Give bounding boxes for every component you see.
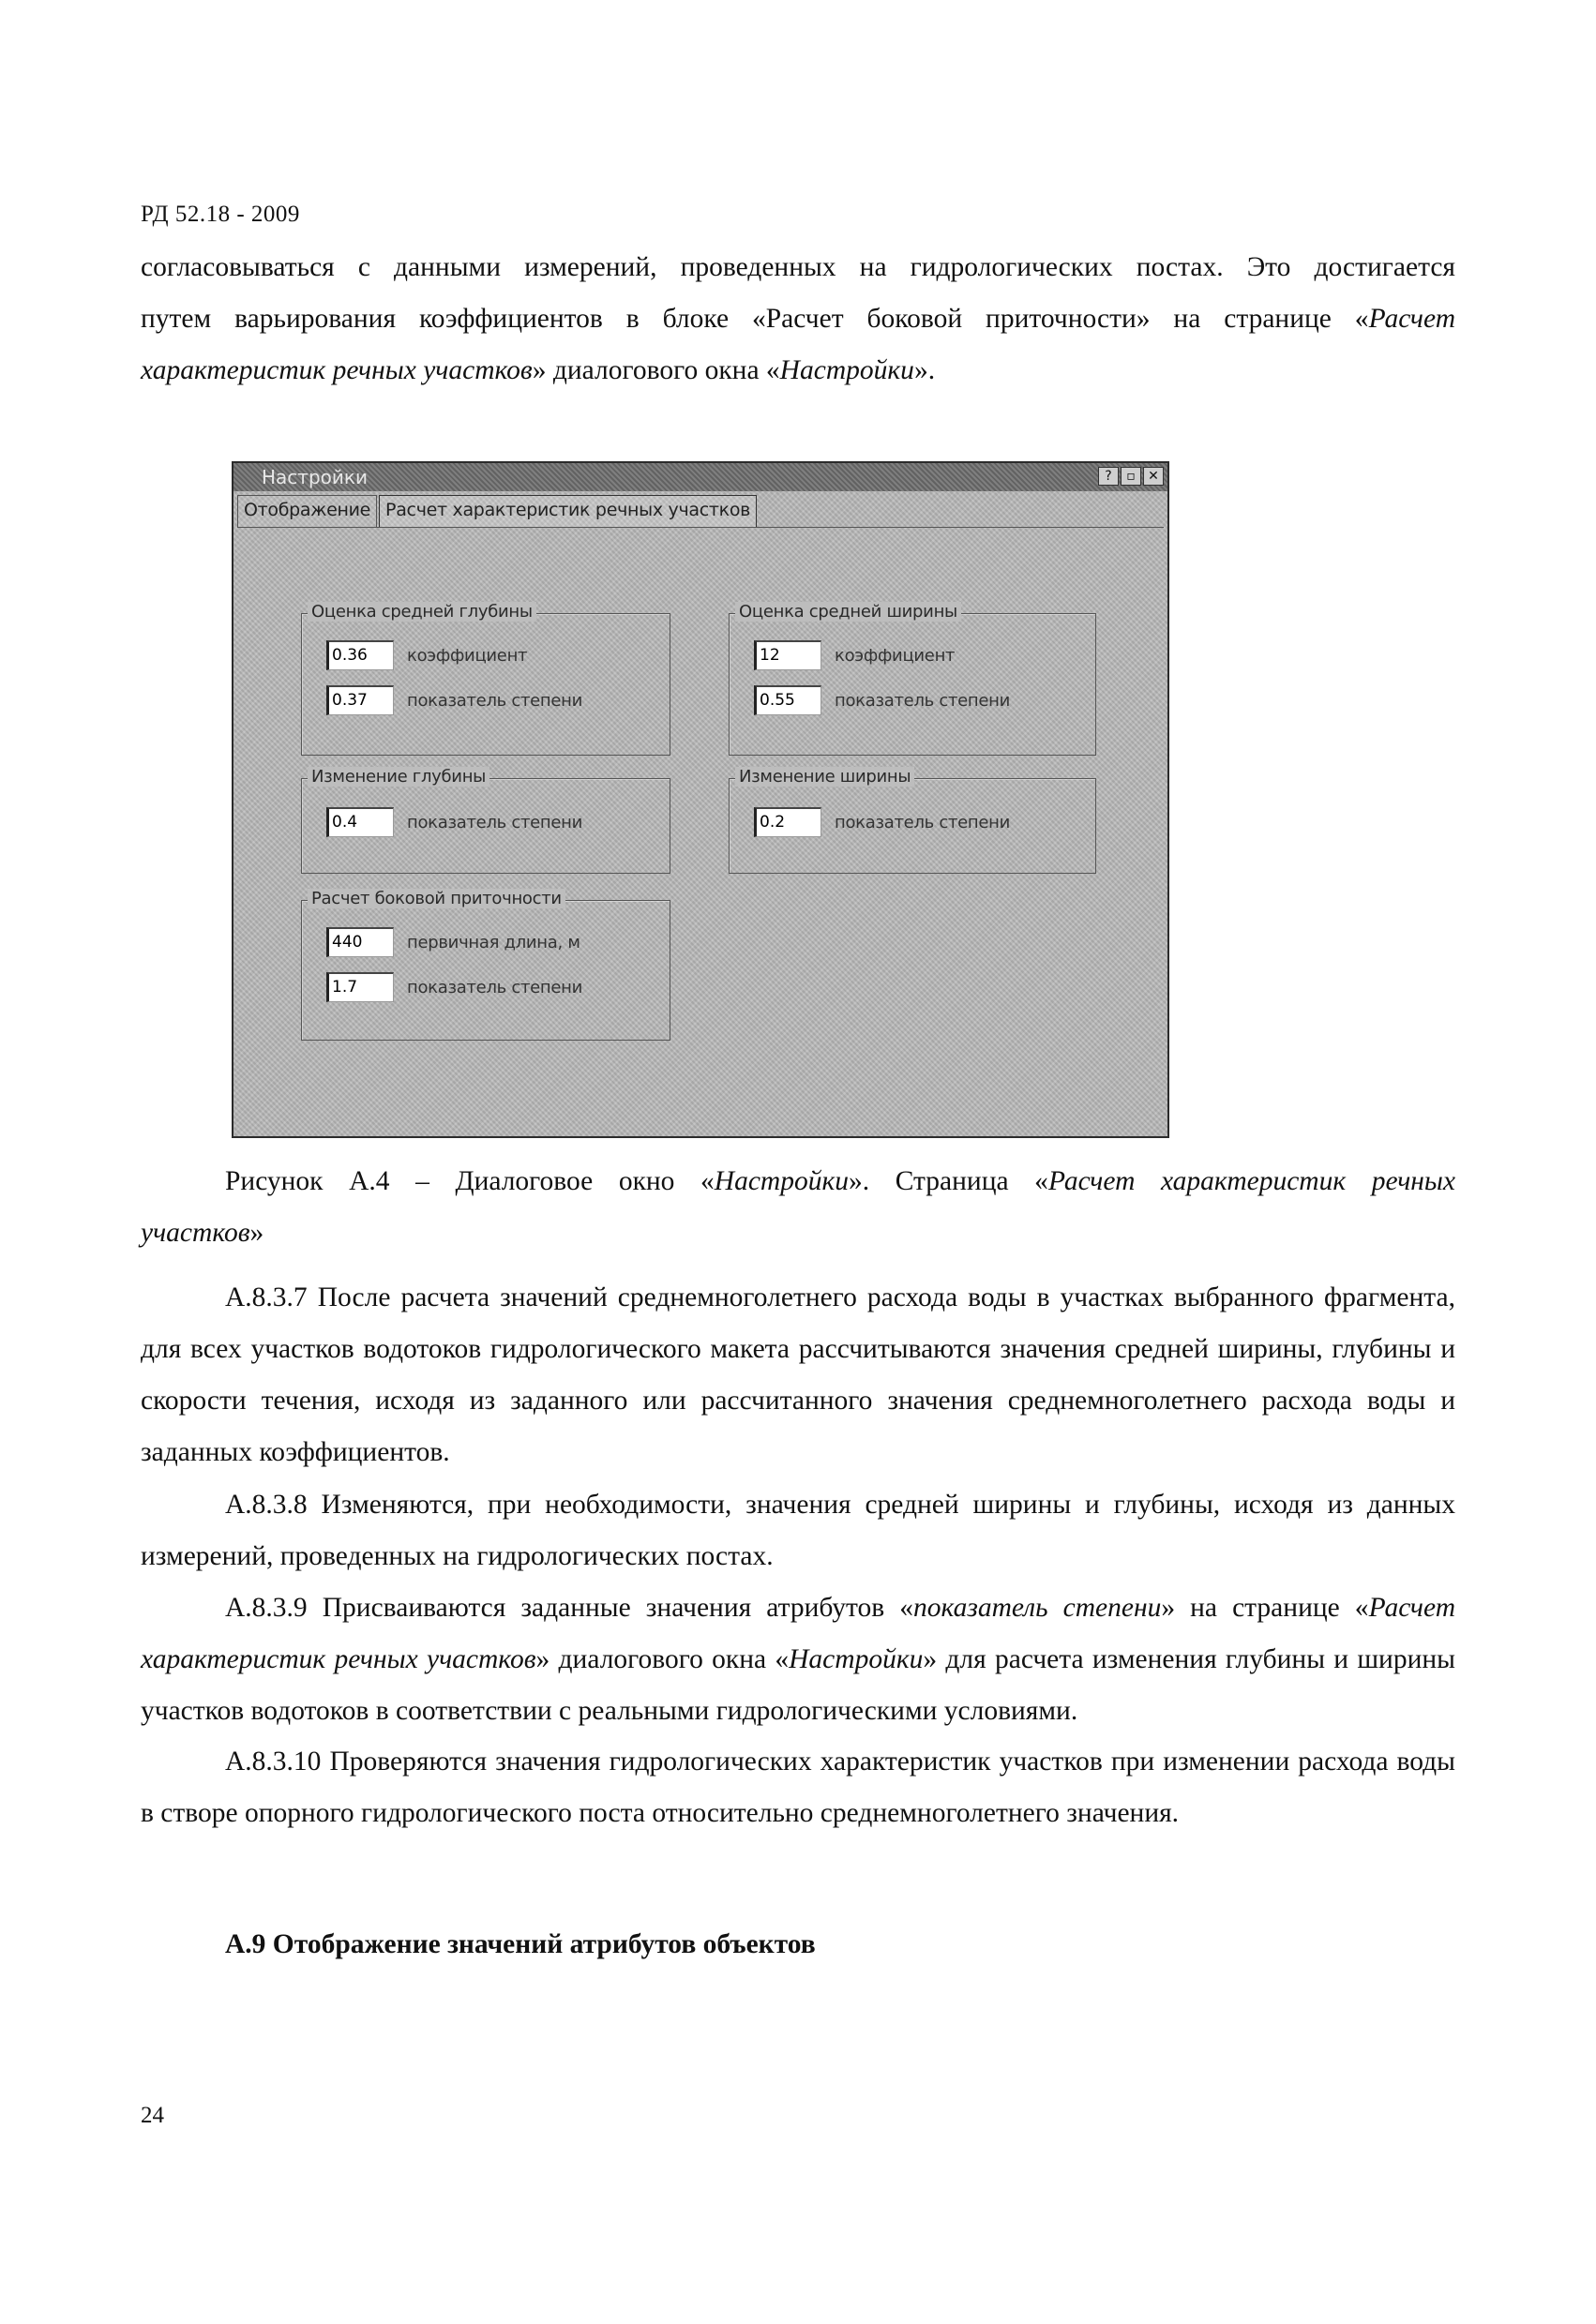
dialog-titlebar[interactable]: [233, 463, 1167, 491]
field-label: первичная длина, м: [407, 932, 580, 952]
tab-bar: [237, 495, 759, 527]
section-heading: А.9 Отображение значений атрибутов объектов: [225, 1929, 816, 1959]
doc-code: РД 52.18 - 2009: [141, 202, 300, 227]
paragraph-a837: А.8.3.7 После расчета значений среднемноголетнего расхода воды в участках выбранного фрагмента, для всех участков водотоков гидрологического макета рассчитываются значения средней ширины, глубины и скорости течения, исходя из заданного или рассчитанного значения среднемноголетнего расхода воды и заданных коэффициентов.: [141, 1282, 1455, 1467]
group-title: Расчет боковой приточности: [308, 889, 565, 908]
width-change-exponent-input[interactable]: 0.2: [754, 807, 821, 837]
group-title: Оценка средней глубины: [308, 602, 536, 622]
restore-button[interactable]: ▫: [1121, 467, 1141, 486]
intro-paragraph: [141, 242, 1455, 397]
inflow-exponent-row: [326, 972, 582, 1002]
depth-exponent-input[interactable]: 0.37: [326, 685, 394, 715]
caption-line-1: Рисунок А.4 – Диалоговое окно «Настройки». Страница «Расчет характеристик речных: [225, 1166, 1455, 1196]
tab-display[interactable]: Отображение: [237, 495, 377, 527]
width-exponent-input[interactable]: 0.55: [754, 685, 821, 715]
group-depth-change: [301, 767, 670, 874]
depth-coefficient-row: [326, 640, 527, 670]
width-change-exponent-row: [754, 807, 1010, 837]
intro-line-1: согласовываться с данными измерений, проведенных на гидрологических постах. Это достигается: [141, 252, 1455, 282]
width-coefficient-row: [754, 640, 955, 670]
inflow-exponent-input[interactable]: 1.7: [326, 972, 394, 1002]
tab-panel-border: [237, 527, 1164, 528]
field-label: показатель степени: [407, 812, 583, 832]
titlebar-buttons: [1098, 467, 1164, 486]
settings-dialog: [232, 461, 1169, 1138]
caption-line-2: участков»: [141, 1218, 264, 1248]
width-exponent-row: [754, 685, 1010, 715]
paragraph-a8310: А.8.3.10 Проверяются значения гидрологических характеристик участков при изменении расхода воды в створе опорного гидрологического поста относительно среднемноголетнего значения.: [141, 1747, 1455, 1828]
depth-coefficient-input[interactable]: 0.36: [326, 640, 394, 670]
group-title: Изменение глубины: [308, 767, 489, 787]
primary-length-input[interactable]: 440: [326, 927, 394, 957]
figure-caption: [141, 1156, 1455, 1259]
paragraph-a838: А.8.3.8 Изменяются, при необходимости, значения средней ширины и глубины, исходя из данных измерений, проведенных на гидрологических постах.: [141, 1490, 1455, 1571]
intro-line-2: путем варьирования коэффициентов в блоке «Расчет боковой приточности» на странице «Расчет: [141, 304, 1455, 334]
group-width-estimate: [729, 602, 1096, 756]
group-lateral-inflow: [301, 889, 670, 1041]
group-width-change: [729, 767, 1096, 874]
close-button[interactable]: ✕: [1143, 467, 1164, 486]
help-button[interactable]: ?: [1098, 467, 1119, 486]
tab-river-section-calc[interactable]: Расчет характеристик речных участков: [379, 495, 757, 527]
depth-change-exponent-input[interactable]: 0.4: [326, 807, 394, 837]
field-label: показатель степени: [407, 977, 583, 997]
primary-length-row: [326, 927, 580, 957]
group-depth-estimate: [301, 602, 670, 756]
group-title: Оценка средней ширины: [735, 602, 961, 622]
field-label: показатель степени: [407, 690, 583, 711]
field-label: коэффициент: [835, 645, 956, 666]
field-label: показатель степени: [835, 812, 1011, 832]
dialog-title: Настройки: [262, 466, 368, 488]
field-label: коэффициент: [407, 645, 528, 666]
paragraph-a839: А.8.3.9 Присваиваются заданные значения атрибутов «показатель степени» на странице «Расчет характеристик речных участков» диалогового окна «Настройки» для расчета изменения глубины и ширины участков водотоков в соответствии с реальными гидрологическими условиями.: [141, 1593, 1455, 1726]
depth-exponent-row: [326, 685, 582, 715]
width-coefficient-input[interactable]: 12: [754, 640, 821, 670]
group-title: Изменение ширины: [735, 767, 914, 787]
field-label: показатель степени: [835, 690, 1011, 711]
page-number: 24: [141, 2103, 164, 2128]
intro-line-3: характеристик речных участков» диалогового окна «Настройки».: [141, 355, 936, 385]
depth-change-exponent-row: [326, 807, 582, 837]
